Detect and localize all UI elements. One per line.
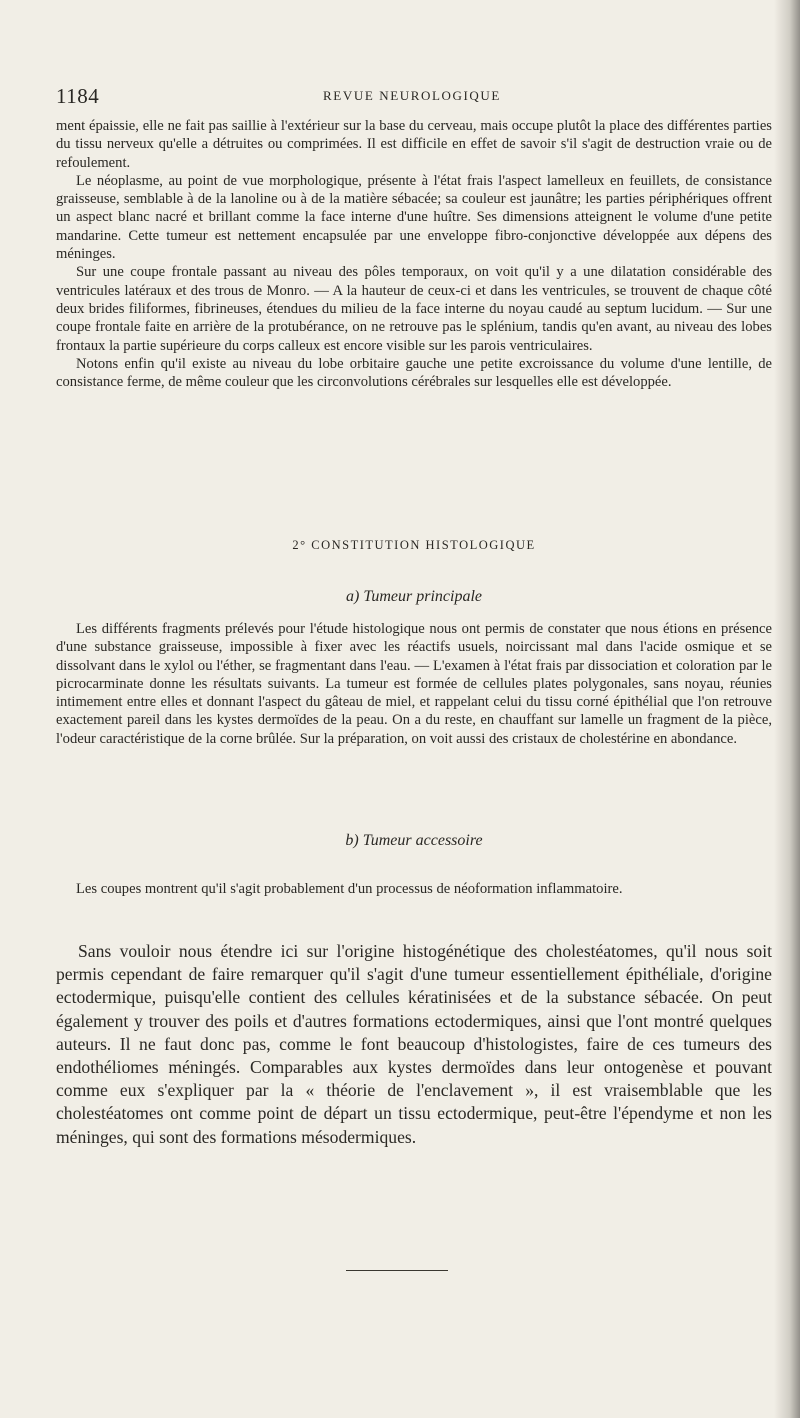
subsection-a-title: a) Tumeur principale [346,588,482,605]
paragraph-histogenesis: Sans vouloir nous étendre ici sur l'origine histogénétique des cholestéatomes, qu'il nous soit permis cependant de faire remarquer qu'il s'agit d'une tumeur essentiellement épithéliale, d'origine ectodermique, puisqu'elle contient des cellules kératinisées et de la substance sébacée. On peut également y trouver des poils et d'autres formations ectodermiques, ainsi que l'ont montré quelques auteurs. Il ne faut donc pas, comme le font beaucoup d'histologistes, faire de ces tumeurs des endothéliomes méningés. Comparables aux kystes dermoïdes dans leur ontogenèse et pouvant comme eux s'expliquer par la « théorie de l'enclavement », il est vraisemblable que les cholestéatomes ont comme point de départ un tissu ectodermique, peut-être l'épendyme et non les méninges, qui sont des formations mésodermiques. [56,941,772,1147]
closing-block [56,940,772,1149]
subsection-a-block [56,620,772,748]
paragraph-continuation: ment épaissie, elle ne fait pas saillie à l'extérieur sur la base du cerveau, mais occupe plutôt la place des différentes parties du tissu nerveux qu'elle a détruites ou comprimées. Il est difficile en effet de savoir s'il s'agit de destruction vraie ou de refoulement. [56,118,772,171]
paragraph-main-tumour: Les différents fragments prélevés pour l'étude histologique nous ont permis de constater que nous étions en présence d'une substance graisseuse, impossible à fixer avec les réactifs usuels, noircissant mal dans l'acide osmique et se dissolvant dans le xylol ou l'éther, se fragmentant dans l'eau. — L'examen à l'état frais par dissociation et coloration par le picrocarminate donne les résultats suivants. La tumeur est formée de cellules plates polygonales, sans noyau, réunies intimement entre elles et donnant l'aspect du gâteau de miel, et rappelant celui du tissu corné épithélial que l'on retrouve exactement pareil dans les kystes dermoïdes de la peau. On a du reste, en chauffant sur lamelle un fragment de la pièce, l'odeur caractéristique de la corne brûlée. Sur la préparation, on voit aussi des cristaux de cholestérine en abondance. [56,621,772,747]
subsection-b-title: b) Tumeur accessoire [345,832,483,849]
paragraph-orbital-lobe: Notons enfin qu'il existe au niveau du lobe orbitaire gauche une petite excroissance du volume d'une lentille, de consistance ferme, de même couleur que les circonvolutions cérébrales sur lesquelles elle est développée. [56,355,772,391]
intro-block [56,117,772,391]
page-edge-shadow [774,0,800,1418]
page-number: 1184 [56,84,100,108]
paragraph-accessory-tumour: Les coupes montrent qu'il s'agit probablement d'un processus de néoformation inflammatoire. [76,881,623,897]
subsection-b-block [56,880,772,898]
end-rule [346,1270,448,1271]
section-heading: 2° CONSTITUTION HISTOLOGIQUE [292,538,536,552]
paragraph-frontal-section: Sur une coupe frontale passant au niveau des pôles temporaux, on voit qu'il y a une dilatation considérable des ventricules latéraux et des trous de Monro. — A la hauteur de ceux-ci et dans les ventricules, se trouvent de chaque côté deux brides filiformes, fibrineuses, étendues du milieu de la face interne du noyau caudé au septum lucidum. — Sur une coupe frontale faite en arrière de la protubérance, on ne retrouve pas le splénium, tandis qu'en avant, au niveau des lobes frontaux la partie supérieure du corps calleux est encore visible sur les parois ventriculaires. [56,264,772,354]
page-header [56,84,768,108]
running-title: REVUE NEUROLOGIQUE [323,88,501,103]
paragraph-morphology: Le néoplasme, au point de vue morphologique, présente à l'état frais l'aspect lamelleux en feuillets, de consistance graisseuse, semblable à de la lanoline ou à de la matière sébacée; sa couleur est jaunâtre; les parties périphériques offrent un aspect blanc nacré et brillant comme la face interne d'une huître. Ses dimensions atteignent le volume d'une petite mandarine. Cette tumeur est nettement encapsulée par une enveloppe fibro-conjonctive développée aux dépens des méninges. [56,172,772,263]
